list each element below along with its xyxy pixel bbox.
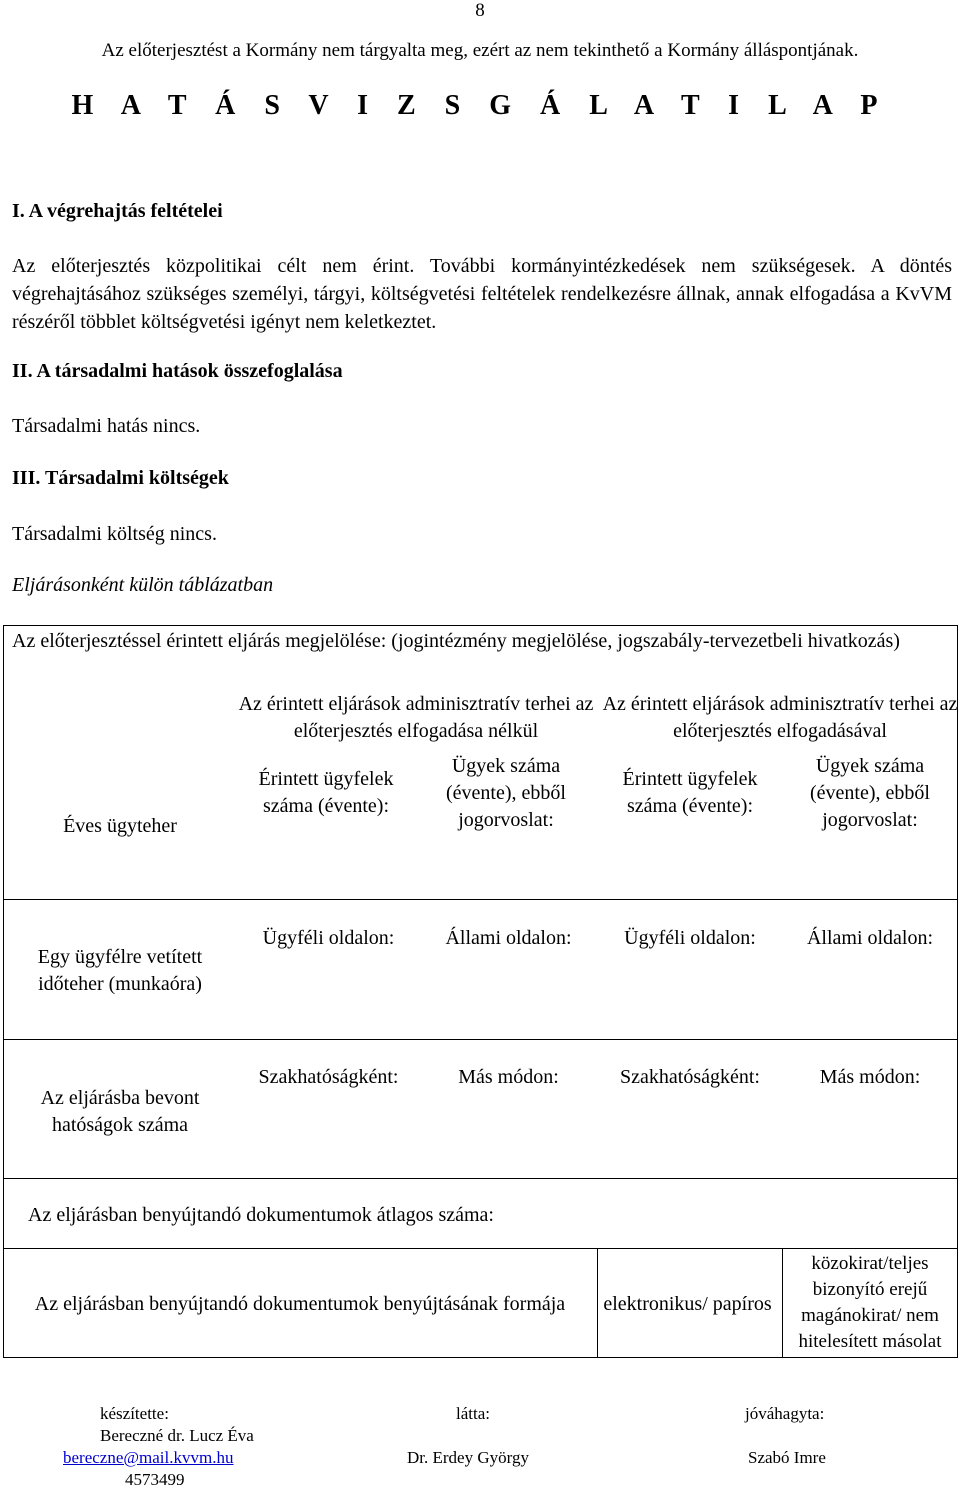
affected-clients-without: Érintett ügyfelek száma (évente): — [258, 768, 394, 817]
section1-text: Az előterjesztés közpolitikai célt nem érint. További kormányintézkedések nem szükségesek. A döntés végrehajtásához szükséges személyi, tárgyi, költségvetési feltételek rendelkezésre állnak, annak elfogadása a KvVM részéről többlet költségvetési igényt nem keletkeztet. — [12, 255, 952, 333]
notice-text: Az előterjesztést a Kormány nem tárgyalta meg, ezért az nem tekinthető a Kormány álláspontjának. — [101, 40, 859, 61]
as-authority-without: Szakhatóságként: — [258, 1065, 399, 1088]
section1-heading: I. A végrehajtás feltételei — [12, 200, 223, 222]
client-side-without: Ügyféli oldalon: — [262, 926, 395, 949]
other-way-without: Más módon: — [458, 1065, 559, 1088]
state-side-with: Állami oldalon: — [806, 926, 934, 949]
documents-form-value-2: közokirat/teljes bizonyító erejű magánokirat/ nem hitelesített másolat — [798, 1253, 942, 1352]
prepared-by-name: Bereczné dr. Lucz Éva — [100, 1426, 254, 1445]
seen-by-label: látta: — [456, 1404, 490, 1423]
section2-heading: II. A társadalmi hatások összefoglalása — [12, 360, 343, 382]
documents-average: Az eljárásban benyújtandó dokumentumok átlagos száma: — [28, 1203, 494, 1226]
as-authority-with: Szakhatóságként: — [620, 1065, 760, 1088]
prepared-by-phone: 4573499 — [125, 1470, 185, 1489]
seen-by-name: Dr. Erdey György — [407, 1448, 529, 1467]
row-label-annual: Éves ügyteher — [63, 814, 177, 837]
document-title: H A T Á S V I Z S G Á L A T I L A P — [71, 90, 889, 121]
cases-count-without: Ügyek száma (évente), ebből jogorvoslat: — [446, 754, 566, 831]
burden-table — [3, 625, 958, 1358]
prepared-by-email-link[interactable]: bereczne@mail.kvvm.hu — [63, 1448, 234, 1467]
row-divider — [4, 1248, 957, 1249]
affected-clients-with: Érintett ügyfelek száma (évente): — [622, 768, 758, 817]
cases-count-with: Ügyek száma (évente), ebből jogorvoslat: — [810, 754, 930, 831]
row-label-authorities: Az eljárásba bevont hatóságok száma — [40, 1087, 200, 1136]
documents-form-label: Az eljárásban benyújtandó dokumentumok benyújtásának formája — [34, 1292, 566, 1315]
row-label-time: Egy ügyfélre vetített időteher (munkaóra) — [37, 946, 203, 995]
row-divider — [4, 1178, 957, 1179]
section2-text: Társadalmi hatás nincs. — [12, 415, 201, 437]
col-header-without: Az érintett eljárások adminisztratív terhei az előterjesztés elfogadása nélkül — [238, 693, 594, 742]
col-divider — [597, 1248, 598, 1358]
col-divider — [782, 1248, 783, 1358]
row-divider — [4, 1039, 957, 1040]
section3-text: Társadalmi költség nincs. — [12, 523, 217, 545]
row-divider — [4, 899, 957, 900]
approved-by-name: Szabó Imre — [748, 1448, 826, 1467]
approved-by-label: jóváhagyta: — [745, 1404, 825, 1423]
table-note: Eljárásonként külön táblázatban — [12, 574, 274, 596]
documents-form-value-1: elektronikus/ papíros — [603, 1292, 772, 1315]
col-header-with: Az érintett eljárások adminisztratív terhei az előterjesztés elfogadásával — [602, 693, 958, 742]
page-number: 8 — [475, 0, 485, 21]
section3-heading: III. Társadalmi költségek — [12, 467, 229, 489]
prepared-by-label: készítette: — [100, 1404, 169, 1423]
procedure-intro: Az előterjesztéssel érintett eljárás megjelölése: (jogintézmény megjelölése, jogszabály-tervezetbeli hivatkozás) — [12, 630, 900, 652]
client-side-with: Ügyféli oldalon: — [624, 926, 756, 949]
other-way-with: Más módon: — [819, 1065, 921, 1088]
state-side-without: Állami oldalon: — [445, 926, 572, 949]
